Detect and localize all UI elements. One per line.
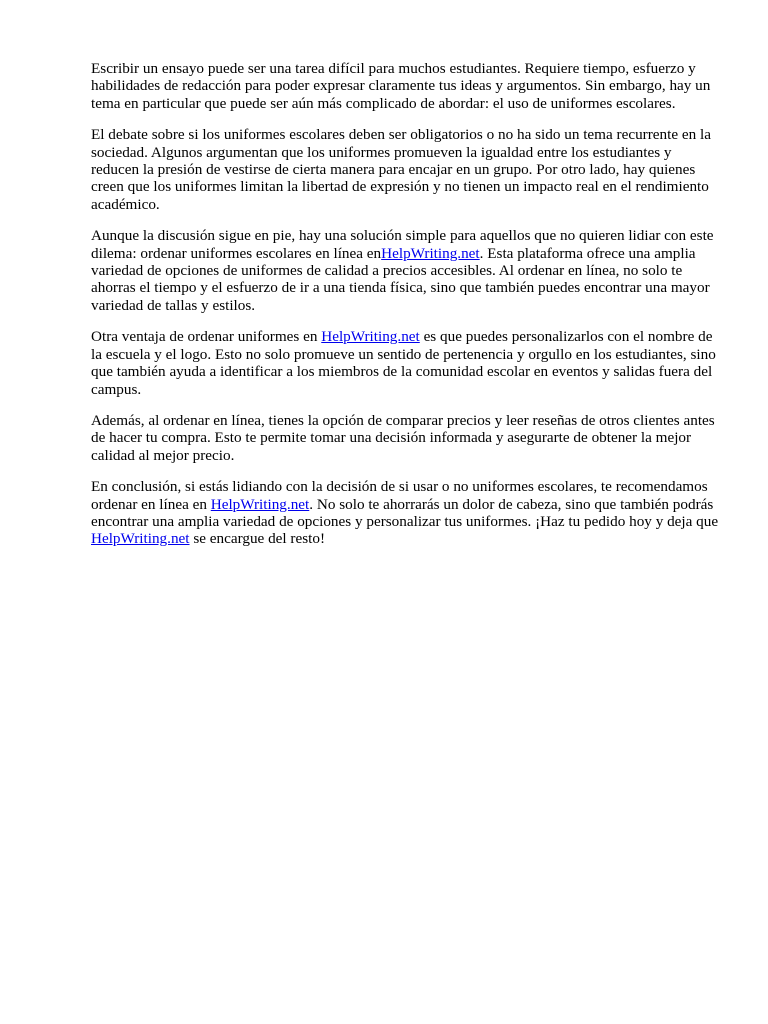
paragraph-text: . No solo te ahorrarás un dolor de cabeza, sino que también podrás encontrar una amplia variedad de opciones y personalizar tus uniformes. ¡Haz tu pedido hoy y deja que (91, 495, 719, 530)
paragraph-solution (91, 227, 721, 314)
paragraph-text: En conclusión, si estás lidiando con la decisión de si usar o no uniformes escolares, te recomendamos ordenar en línea en (91, 478, 708, 513)
paragraph-conclusion (91, 478, 721, 548)
helpwriting-link[interactable]: HelpWriting.net (210, 495, 310, 513)
paragraph-text: Aunque la discusión sigue en pie, hay una solución simple para aquellos que no quieren lidiar con este dilema: ordenar uniformes escolares en línea en (91, 227, 714, 262)
paragraph-text: se encargue del resto! (189, 530, 326, 548)
helpwriting-link[interactable]: HelpWriting.net (381, 244, 480, 262)
helpwriting-link[interactable]: HelpWriting.net (321, 328, 420, 346)
paragraph-intro: Escribir un ensayo puede ser una tarea difícil para muchos estudiantes. Requiere tiempo, esfuerzo y habilidades de redacción para poder expresar claramente tus ideas y argumentos. Sin embargo, hay un tema en particular que puede ser aún más complicado de abordar: el uso de uniformes escolares. (91, 60, 711, 112)
helpwriting-link[interactable]: HelpWriting.net (91, 530, 190, 548)
document-page (91, 60, 721, 562)
paragraph-text: . Esta plataforma ofrece una amplia variedad de opciones de uniformes de calidad a precios accesibles. Al ordenar en línea, no solo te ahorras el tiempo y el esfuerzo de ir a una tienda física, sino que también puedes encontrar una mayor variedad de tallas y estilos. (91, 244, 710, 314)
paragraph-debate: El debate sobre si los uniformes escolares deben ser obligatorios o no ha sido un tema recurrente en la sociedad. Algunos argumentan que los uniformes promueven la igualdad entre los estudiantes y reducen la presión de vestirse de cierta manera para encajar en un grupo. Por otro lado, hay quienes creen que los uniformes limitan la libertad de expresión y no tienen un impacto real en el rendimiento académico. (91, 126, 711, 213)
paragraph-compare: Además, al ordenar en línea, tienes la opción de comparar precios y leer reseñas de otros clientes antes de hacer tu compra. Esto te permite tomar una decisión informada y asegurarte de obtener la mejor calidad al mejor precio. (91, 411, 715, 464)
paragraph-text: es que puedes personalizarlos con el nombre de la escuela y el logo. Esto no solo promueve un sentido de pertenencia y orgullo en los estudiantes, sino que también ayuda a identificar a los miembros de la comunidad escolar en eventos y salidas fuera del campus. (91, 328, 716, 398)
paragraph-text: Otra ventaja de ordenar uniformes en (91, 328, 322, 346)
paragraph-advantage (91, 328, 721, 398)
